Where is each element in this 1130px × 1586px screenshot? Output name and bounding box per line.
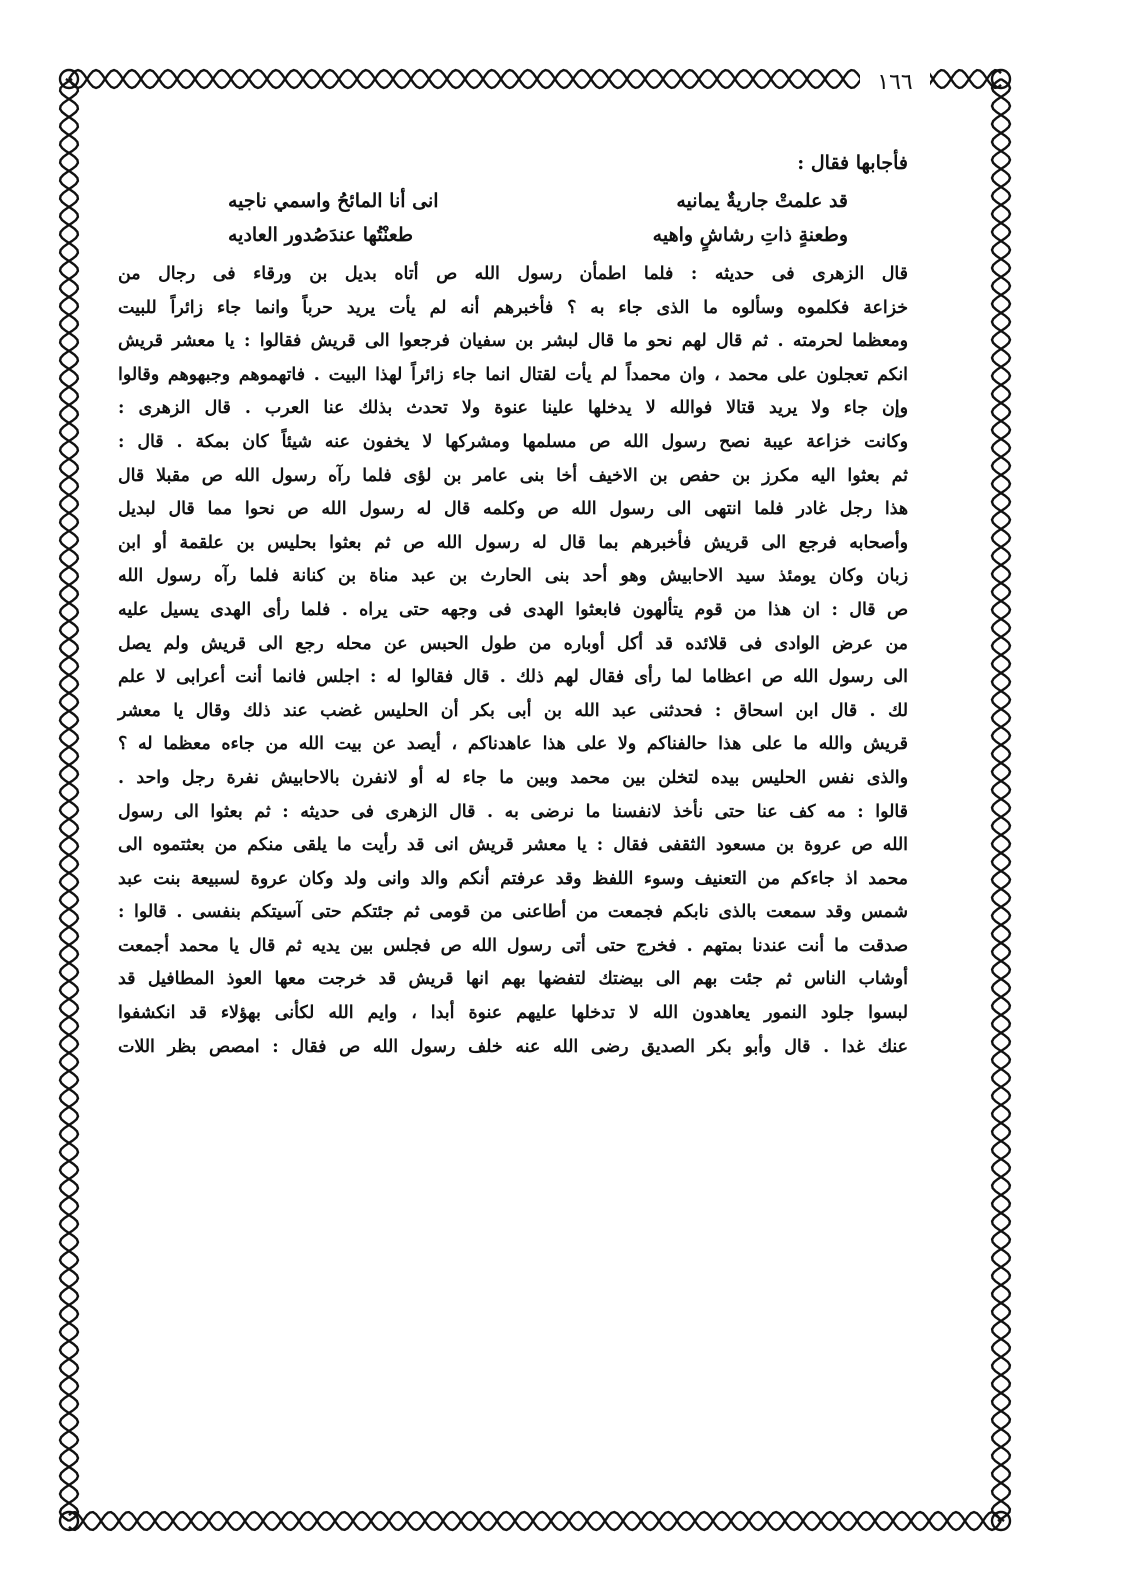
text-line: قريش والله ما على هذا حالفناكم ولا على هذا عاهدناكم ، أيصد عن بيت الله من جاءه معظما له ؟ — [118, 734, 908, 755]
text-line: قالوا : مه كف عنا حتى نأخذ لانفسنا ما نرضى به . قال الزهرى فى حديثه : ثم بعثوا الى رسول — [118, 801, 908, 822]
verse-hemistich: وطعنةٍ ذاتِ رشاشٍ واهيه — [652, 224, 848, 246]
text-line: هذا رجل غادر فلما انتهى الى رسول الله ص وكلمه قال له رسول الله ص نحوا مما قال لبديل — [118, 499, 908, 520]
text-line: لبسوا جلود النمور يعاهدون الله لا تدخلها عليهم عنوة أبدا ، وايم الله لكأنى بهؤلاء قد انكشفوا — [118, 1003, 908, 1024]
text-line: ومعظما لحرمته . ثم قال لهم نحو ما قال لبشر بن سفيان فرجعوا الى قريش فقالوا : يا معشر قريش — [118, 331, 908, 352]
text-line: وإن جاء ولا يريد قتالا فوالله لا يدخلها علينا عنوة ولا تحدث بذلك عنا العرب . قال الزهرى : — [118, 398, 908, 419]
verse-row — [228, 218, 848, 252]
text-line: صدقت ما أنت عندنا بمتهم . فخرج حتى أتى رسول الله ص فجلس بين يديه ثم قال يا محمد أجمعت — [118, 935, 908, 956]
text-line: خزاعة فكلموه وسألوه ما الذى جاء به ؟ فأخبرهم أنه لم يأت يريد حرباً وانما جاء زائراً للبيت — [118, 297, 908, 318]
border-strand — [992, 79, 1010, 1521]
verse-hemistich: قد علمتْ جاريةٌ يمانيه — [676, 190, 848, 212]
text-line: الى رسول الله ص اعظاما لما رأى فقال لهم ذلك . قال فقالوا له : اجلس فانما أنت أعرابى لا علم — [118, 667, 908, 688]
intro-line: فأجابها فقال : — [797, 152, 908, 174]
text-line: ثم بعثوا اليه مكرز بن حفص بن الاخيف أخا بنى عامر بن لؤى فلما رآه رسول الله ص مقبلا قال — [118, 465, 908, 486]
text-line: زبان وكان يومئذ سيد الاحابيش وهو أحد بنى الحارث بن عبد مناة بن كنانة فلما رآه رسول الله — [118, 566, 908, 587]
page-number: ١٦٦ — [860, 68, 930, 98]
text-line: قال الزهرى فى حديثه : فلما اطمأن رسول الله ص أتاه بديل بن ورقاء فى رجال من — [118, 264, 908, 284]
text-line: ص قال : ان هذا من قوم يتألهون فابعثوا الهدى فى وجهه حتى يراه . فلما رأى الهدى يسيل عليه — [118, 599, 908, 620]
text-line: من عرض الوادى فى قلائده قد أكل أوباره من طول الحبس عن محله رجع الى قريش ولم يصل — [118, 633, 908, 654]
text-line: عنك غدا . قال وأبو بكر الصديق رضى الله عنه خلف رسول الله ص فقال : امصص بظر اللات — [118, 1036, 908, 1057]
poem-verses — [228, 184, 848, 252]
text-line: انكم تعجلون على محمد ، وان محمداً لم يأت لقتال انما جاء زائراً لهذا البيت . فاتهموهم وجبهوهم وقالوا — [118, 364, 908, 385]
verse-row — [228, 184, 848, 218]
text-line: لك . قال ابن اسحاق : فحدثنى عبد الله بن أبى بكر أن الحليس غضب عند ذلك وقال يا معشر — [118, 700, 908, 721]
text-body — [118, 146, 908, 1064]
text-line: الله ص عروة بن مسعود الثقفى فقال : يا معشر قريش انى قد رأيت ما يلقى منكم من بعثتموه الى — [118, 835, 908, 856]
border-strand — [60, 79, 78, 1521]
text-line: والذى نفس الحليس بيده لتخلن بين محمد وبين ما جاء له أو لانفرن بالاحابيش نفرة رجل واحد . — [118, 767, 908, 788]
text-line: أوشاب الناس ثم جئت بهم الى بيضتك لتفضها بهم انها قريش قد خرجت معها العوذ المطافيل قد — [118, 969, 908, 990]
prose-paragraph — [118, 258, 908, 1064]
text-line: وأصحابه فرجع الى قريش فأخبرهم بما قال له رسول الله ص ثم بعثوا بحليس بن علقمة أو ابن — [118, 532, 908, 553]
text-line: وكانت خزاعة عيبة نصح رسول الله ص مسلمها ومشركها لا يخفون عنه شيئاً كان بمكة . قال : — [118, 431, 908, 452]
text-line: محمد اذ جاءكم من التعنيف وسوء اللفظ وقد عرفتم أنكم والد وانى ولد وكان عروة لسبيعة بنت عبد — [118, 868, 908, 889]
text-line: شمس وقد سمعت بالذى نابكم فجمعت من أطاعنى من قومى ثم جئتكم حتى آسيتكم بنفسى . قالوا : — [118, 902, 908, 923]
verse-hemistich: طعنْتُها عندَصُدور العاديه — [228, 224, 413, 246]
verse-hemistich: انى أنا المائحُ واسمي ناجيه — [228, 190, 439, 212]
